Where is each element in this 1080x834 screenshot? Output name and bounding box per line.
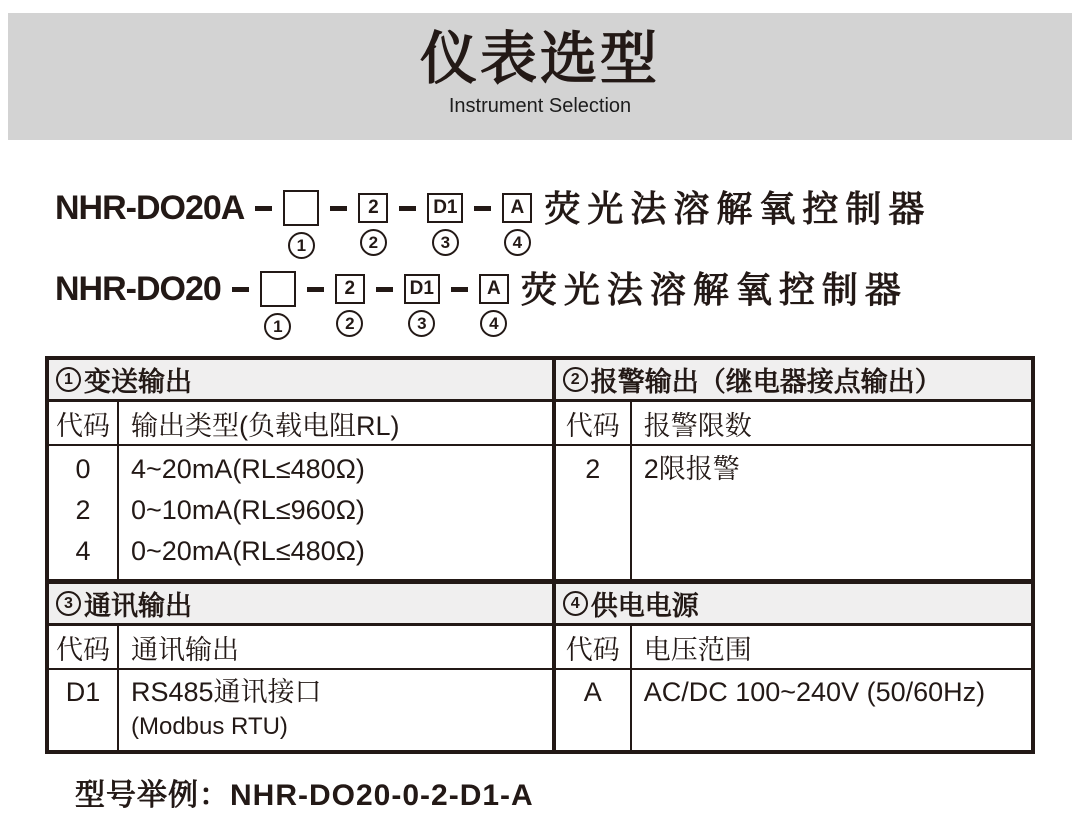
page-title: 仪表选型: [420, 27, 660, 91]
code-box: 2: [335, 274, 365, 304]
page-subtitle: Instrument Selection: [448, 95, 632, 117]
section-rows: [556, 670, 1031, 750]
code-column-header: 代码: [49, 402, 119, 444]
dash-separator: [255, 206, 272, 211]
example-value: NHR-DO20-0-2-D1-A: [230, 779, 534, 812]
section-rows: [49, 670, 552, 750]
code-cell: D1: [65, 677, 101, 707]
desc-cell: 2限报警: [643, 454, 740, 484]
dash-separator: [376, 287, 393, 292]
dash-separator: [330, 206, 347, 211]
circled-number: 4: [563, 591, 588, 616]
section-rows: [556, 446, 1031, 579]
code-cells: [49, 446, 119, 579]
desc-cells: [632, 446, 1031, 579]
section-header: [49, 584, 552, 626]
position-number-circle: 2: [336, 310, 363, 337]
desc-cell: 4~20mA(RL≤480Ω): [131, 454, 365, 484]
desc-cell: 0~20mA(RL≤480Ω): [131, 536, 365, 566]
desc-cell: AC/DC 100~240V (50/60Hz): [643, 677, 986, 707]
desc-cell: RS485通讯接口: [131, 677, 322, 707]
model-line-a: [55, 190, 1080, 259]
circled-number: 3: [56, 591, 81, 616]
dash-separator: [399, 206, 416, 211]
model-prefix: NHR-DO20: [55, 270, 221, 308]
model-example-line: [75, 770, 1080, 814]
code-slot-3: [427, 190, 463, 256]
code-cell: 2: [75, 495, 91, 525]
section-header: [49, 360, 552, 402]
code-cell: 0: [75, 454, 91, 484]
code-box: D1: [404, 274, 440, 304]
section-title: 报警输出（继电器接点输出）: [590, 367, 942, 397]
code-column-header: 代码: [49, 626, 119, 668]
code-box: [260, 271, 296, 307]
code-cell: 4: [75, 536, 91, 566]
code-slot-2: [335, 271, 365, 337]
column-header-row: [49, 402, 552, 446]
position-number-circle: 3: [432, 229, 459, 256]
section-title: 变送输出: [84, 367, 192, 397]
dash-separator: [474, 206, 491, 211]
code-cells: [556, 670, 632, 750]
example-label: 型号举例：: [75, 779, 230, 812]
position-number-circle: 2: [360, 229, 387, 256]
page: [0, 13, 1080, 814]
desc-cell-subline: (Modbus RTU): [131, 713, 288, 740]
position-number-circle: 4: [480, 310, 507, 337]
code-slot-4: [502, 190, 532, 256]
code-slot-4: [479, 271, 509, 337]
page-header: [8, 13, 1072, 140]
code-cells: [556, 446, 632, 579]
desc-cells: [119, 670, 552, 750]
code-cell: A: [583, 677, 602, 707]
code-slot-3: [404, 271, 440, 337]
section-header: [556, 360, 1031, 402]
section-rows: [49, 446, 552, 579]
position-number-circle: 4: [504, 229, 531, 256]
code-box: A: [502, 193, 532, 223]
section-alarm-output: [556, 360, 1031, 584]
circled-number: 2: [563, 367, 588, 392]
desc-cells: [632, 670, 1031, 750]
desc-cell: 0~10mA(RL≤960Ω): [131, 495, 365, 525]
desc-column-header: 电压范围: [643, 634, 752, 665]
model-description: 荧光法溶解氧控制器: [544, 188, 932, 229]
section-title: 通讯输出: [84, 591, 192, 621]
section-transmit-output: [49, 360, 556, 584]
model-prefix: NHR-DO20A: [55, 189, 245, 227]
code-slot-1: [260, 271, 296, 340]
code-column-header: 代码: [556, 402, 632, 444]
position-number-circle: 1: [264, 313, 291, 340]
dash-separator: [451, 287, 468, 292]
column-header-row: [49, 626, 552, 670]
code-box: [283, 190, 319, 226]
code-column-header: 代码: [556, 626, 632, 668]
column-header-row: [556, 402, 1031, 446]
code-cells: [49, 670, 119, 750]
position-number-circle: 1: [288, 232, 315, 259]
model-description: 荧光法溶解氧控制器: [520, 269, 908, 310]
section-title: 供电电源: [590, 591, 699, 621]
column-header-row: [556, 626, 1031, 670]
model-line-b: [55, 271, 1080, 340]
dash-separator: [307, 287, 324, 292]
code-box: 2: [358, 193, 388, 223]
section-power-supply: [556, 584, 1031, 750]
model-code-diagram: [55, 190, 1080, 340]
desc-column-header: 输出类型(负载电阻RL): [131, 410, 400, 441]
code-slot-1: [283, 190, 319, 259]
desc-column-header: 报警限数: [643, 410, 752, 441]
code-slot-2: [358, 190, 388, 256]
code-cell: 2: [585, 454, 601, 484]
dash-separator: [232, 287, 249, 292]
circled-number: 1: [56, 367, 81, 392]
desc-column-header: 通讯输出: [131, 634, 239, 665]
section-header: [556, 584, 1031, 626]
code-box: D1: [427, 193, 463, 223]
selection-table: [45, 356, 1035, 754]
desc-cells: [119, 446, 552, 579]
section-communication-output: [49, 584, 556, 750]
position-number-circle: 3: [408, 310, 435, 337]
code-box: A: [479, 274, 509, 304]
